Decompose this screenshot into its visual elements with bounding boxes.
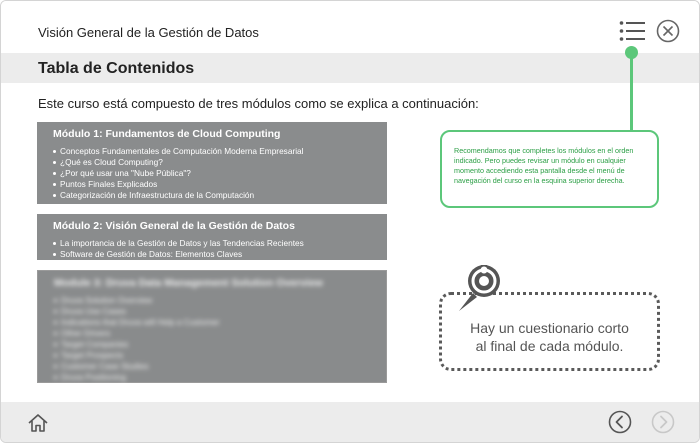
close-circle-icon xyxy=(656,19,680,43)
module-card-2[interactable] xyxy=(37,214,387,260)
module-card-1[interactable] xyxy=(37,122,387,204)
arrow-left-circle-icon xyxy=(608,410,632,434)
list-item: Indications that Druva will Help a Customer xyxy=(54,317,386,328)
module-topic-list xyxy=(53,146,387,201)
tip-connector xyxy=(630,53,633,131)
list-item: Druva Use Cases xyxy=(54,306,386,317)
list-item: ¿Por qué usar una "Nube Pública"? xyxy=(53,168,387,179)
list-item: Categorización de Infraestructura de la Computación xyxy=(53,190,387,201)
module-title: Module 3: Druva Data Management Solution Overview xyxy=(54,277,323,289)
course-title: Visión General de la Gestión de Datos xyxy=(38,25,259,40)
bottom-bar xyxy=(1,402,700,443)
list-item: Druva Solution Overview xyxy=(54,295,386,306)
list-item: La importancia de la Gestión de Datos y las Tendencias Recientes xyxy=(53,238,387,249)
tip-text: Recomendamos que completes los módulos en el orden indicado. Pero puedes revisar un módulo en cualquier momento accediendo esta pantalla desde el menú de navegación del curso en la esquina superior derecha. xyxy=(454,146,634,185)
intro-text: Este curso está compuesto de tres módulos como se explica a continuación: xyxy=(38,96,479,111)
home-button[interactable] xyxy=(27,412,49,434)
module-card-3-locked xyxy=(37,270,387,383)
page-title: Tabla de Contenidos xyxy=(38,60,195,77)
list-item: Customer Case Studies xyxy=(54,361,386,372)
module-title: Módulo 2: Visión General de la Gestión de Datos xyxy=(53,220,295,232)
list-menu-icon xyxy=(619,20,645,42)
list-item: Puntos Finales Explicados xyxy=(53,179,387,190)
module-topic-list xyxy=(54,295,386,383)
arrow-right-circle-icon xyxy=(651,410,675,434)
next-button[interactable] xyxy=(651,410,675,434)
list-item: ¿Qué es Cloud Computing? xyxy=(53,157,387,168)
list-item: Target Prospects xyxy=(54,350,386,361)
list-item: Software de Gestión de Datos: Elementos Claves xyxy=(53,249,387,260)
pin-badge-icon xyxy=(455,263,503,313)
previous-button[interactable] xyxy=(608,410,632,434)
quiz-note-line: al final de cada módulo. xyxy=(475,338,624,354)
section-header xyxy=(1,53,700,83)
home-icon xyxy=(27,412,49,434)
navigation-tip-callout xyxy=(440,130,659,208)
module-title: Módulo 1: Fundamentos de Cloud Computing xyxy=(53,128,281,140)
quiz-note-line: Hay un cuestionario corto xyxy=(470,320,629,336)
menu-button[interactable] xyxy=(619,20,645,42)
top-bar xyxy=(1,1,700,53)
list-item: Target Companies xyxy=(54,339,386,350)
list-item: Druva Positioning xyxy=(54,372,386,383)
tip-connector-dot xyxy=(625,46,638,59)
list-item: Conceptos Fundamentales de Computación Moderna Empresarial xyxy=(53,146,387,157)
list-item: Other Drivers xyxy=(54,328,386,339)
close-button[interactable] xyxy=(656,19,680,43)
module-topic-list xyxy=(53,238,387,260)
blurred-content xyxy=(54,277,386,383)
